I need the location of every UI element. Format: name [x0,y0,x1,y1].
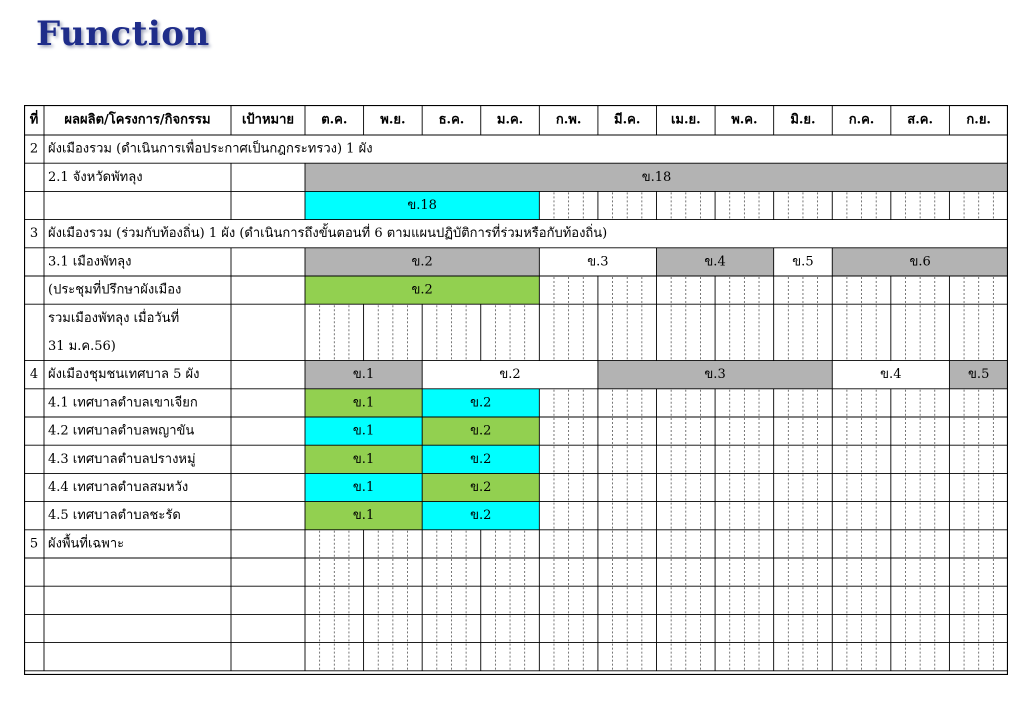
bar-label: ข.4 [880,367,902,383]
bar-label: ข.2 [499,367,521,383]
header-month: ม.ค. [496,112,524,128]
bar-label: ข.2 [411,282,433,298]
header-month: ส.ค. [907,112,933,128]
bar-label: ข.18 [641,169,672,185]
row-label: รวมเมืองพัทลุง เมื่อวันที่ [48,310,180,326]
header-item: ผลผลิต/โครงการ/กิจกรรม [64,112,211,128]
header-month: มิ.ย. [790,112,816,128]
row-label: 4.3 เทศบาลตำบลปรางหมู่ [48,451,196,467]
bar-label: ข.3 [587,254,609,270]
bar-label: ข.1 [352,367,375,383]
header-month: ก.ย. [966,112,991,128]
row-label: ผังพื้นที่เฉพาะ [48,536,125,552]
row-label: ผังเมืองชุมชนเทศบาล 5 ผัง [48,367,200,383]
header-month: ธ.ค. [438,112,465,128]
header-month: ต.ค. [321,112,348,128]
bar-label: ข.1 [352,423,375,439]
row-number: 4 [29,367,39,383]
row-label: ผังเมืองรวม (ร่วมกับท้องถิ่น) 1 ผัง (ดำเนินการถึงขั้นตอนที่ 6 ตามแผนปฏิบัติการที่ร่วมหรือกับท้องถิ่น) [48,226,608,242]
header-target: เป้าหมาย [241,112,295,128]
header-month: เม.ย. [670,112,701,128]
page-title: Function [36,14,210,54]
row-number: 3 [29,226,39,242]
bar-label: ข.2 [470,395,492,411]
header-month: ก.พ. [555,112,582,128]
bar-label: ข.1 [352,508,375,524]
bar-label: ข.2 [470,451,492,467]
row-label: 4.4 เทศบาลตำบลสมหวัง [48,480,189,495]
header-month: พ.ค. [731,112,758,128]
schedule-table [24,105,1008,675]
header-month: พ.ย. [380,112,406,128]
bar-label: ข.6 [909,254,931,270]
row-label: (ประชุมที่ปรึกษาผังเมือง [48,282,182,298]
bar-label: ข.1 [352,480,375,495]
row-label: 3.1 เมืองพัทลุง [48,254,132,270]
bar-label: ข.2 [470,508,492,524]
bar-label: ข.5 [792,254,814,270]
bar-label: ข.3 [704,367,726,383]
header-month: ก.ค. [848,112,875,128]
header-no: ที่ [29,112,39,128]
bar-label: ข.2 [470,480,492,495]
row-label: 4.1 เทศบาลตำบลเขาเจียก [48,395,198,411]
row-label: 4.2 เทศบาลตำบลพญาขัน [48,423,195,439]
row-label: 2.1 จังหวัดพัทลุง [48,169,143,185]
row-number: 2 [29,141,39,157]
bar-label: ข.2 [411,254,433,270]
bar-label: ข.18 [407,198,437,213]
bar-label: ข.4 [704,254,726,270]
row-label: 31 ม.ค.56) [48,339,116,354]
bar-label: ข.2 [470,423,492,439]
header-month: มี.ค. [614,112,641,128]
row-number: 5 [29,536,39,552]
row-label: 4.5 เทศบาลตำบลชะรัด [48,508,181,524]
row-label: ผังเมืองรวม (ดำเนินการเพื่อประกาศเป็นกฎกระทรวง) 1 ผัง [48,141,373,157]
bar-label: ข.1 [352,395,375,411]
bar-label: ข.5 [968,367,990,383]
bar-label: ข.1 [352,451,375,467]
